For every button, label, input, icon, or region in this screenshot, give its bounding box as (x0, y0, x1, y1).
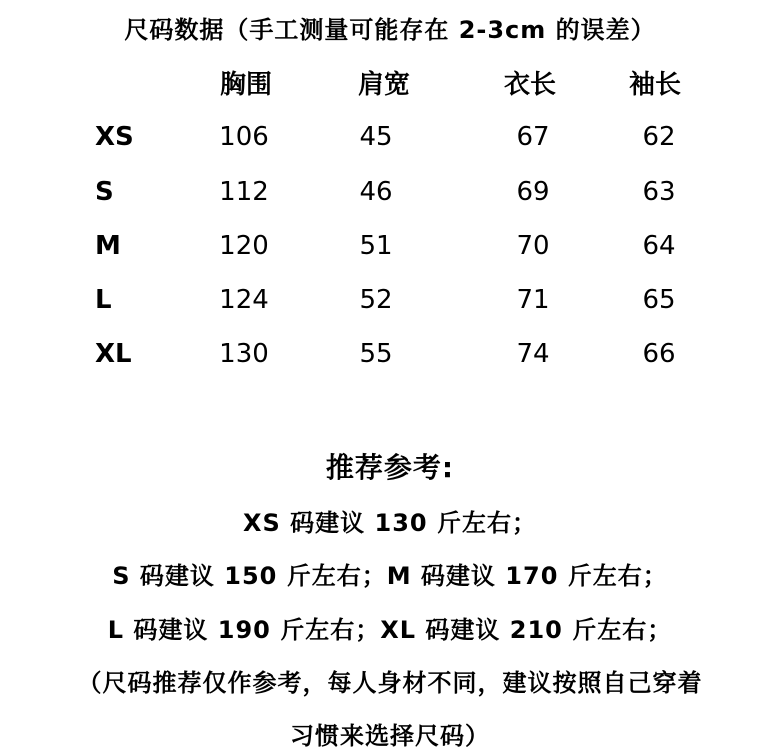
table-cell: 106 (219, 122, 269, 152)
table-cell: 70 (516, 231, 550, 261)
recommendation-note: 习惯来选择尺码） (290, 722, 490, 750)
table-cell: 74 (516, 339, 550, 369)
recommendation-heading: 推荐参考: (325, 451, 455, 484)
table-cell: 65 (642, 285, 676, 315)
size-label: L (95, 285, 112, 315)
table-cell: 120 (219, 231, 269, 261)
header-sleeve: 袖长 (628, 70, 682, 100)
header-shoulder: 肩宽 (357, 70, 411, 100)
table-cell: 66 (642, 339, 676, 369)
header-length: 衣长 (503, 70, 557, 100)
size-label: S (95, 177, 114, 207)
recommendation-line: XS 码建议 130 斤左右； (243, 509, 537, 537)
header-chest: 胸围 (219, 70, 273, 100)
table-cell: 69 (516, 177, 550, 207)
table-cell: 55 (359, 339, 393, 369)
page-title: 尺码数据（手工测量可能存在 2-3cm 的误差） (124, 16, 656, 44)
recommendation-line: L 码建议 190 斤左右；XL 码建议 210 斤左右； (107, 616, 673, 644)
table-cell: 62 (642, 122, 676, 152)
size-label: XL (95, 339, 132, 369)
table-cell: 112 (219, 177, 269, 207)
size-label: M (95, 231, 121, 261)
table-cell: 45 (359, 122, 393, 152)
table-cell: 67 (516, 122, 550, 152)
recommendation-note: （尺码推荐仅作参考，每人身材不同，建议按照自己穿着 (77, 669, 703, 697)
table-cell: 63 (642, 177, 676, 207)
recommendation-line: S 码建议 150 斤左右；M 码建议 170 斤左右； (112, 562, 668, 590)
table-cell: 52 (359, 285, 393, 315)
table-cell: 64 (642, 231, 676, 261)
table-cell: 51 (359, 231, 393, 261)
table-cell: 46 (359, 177, 393, 207)
table-cell: 130 (219, 339, 269, 369)
size-label: XS (95, 122, 134, 152)
table-cell: 124 (219, 285, 269, 315)
table-cell: 71 (516, 285, 550, 315)
